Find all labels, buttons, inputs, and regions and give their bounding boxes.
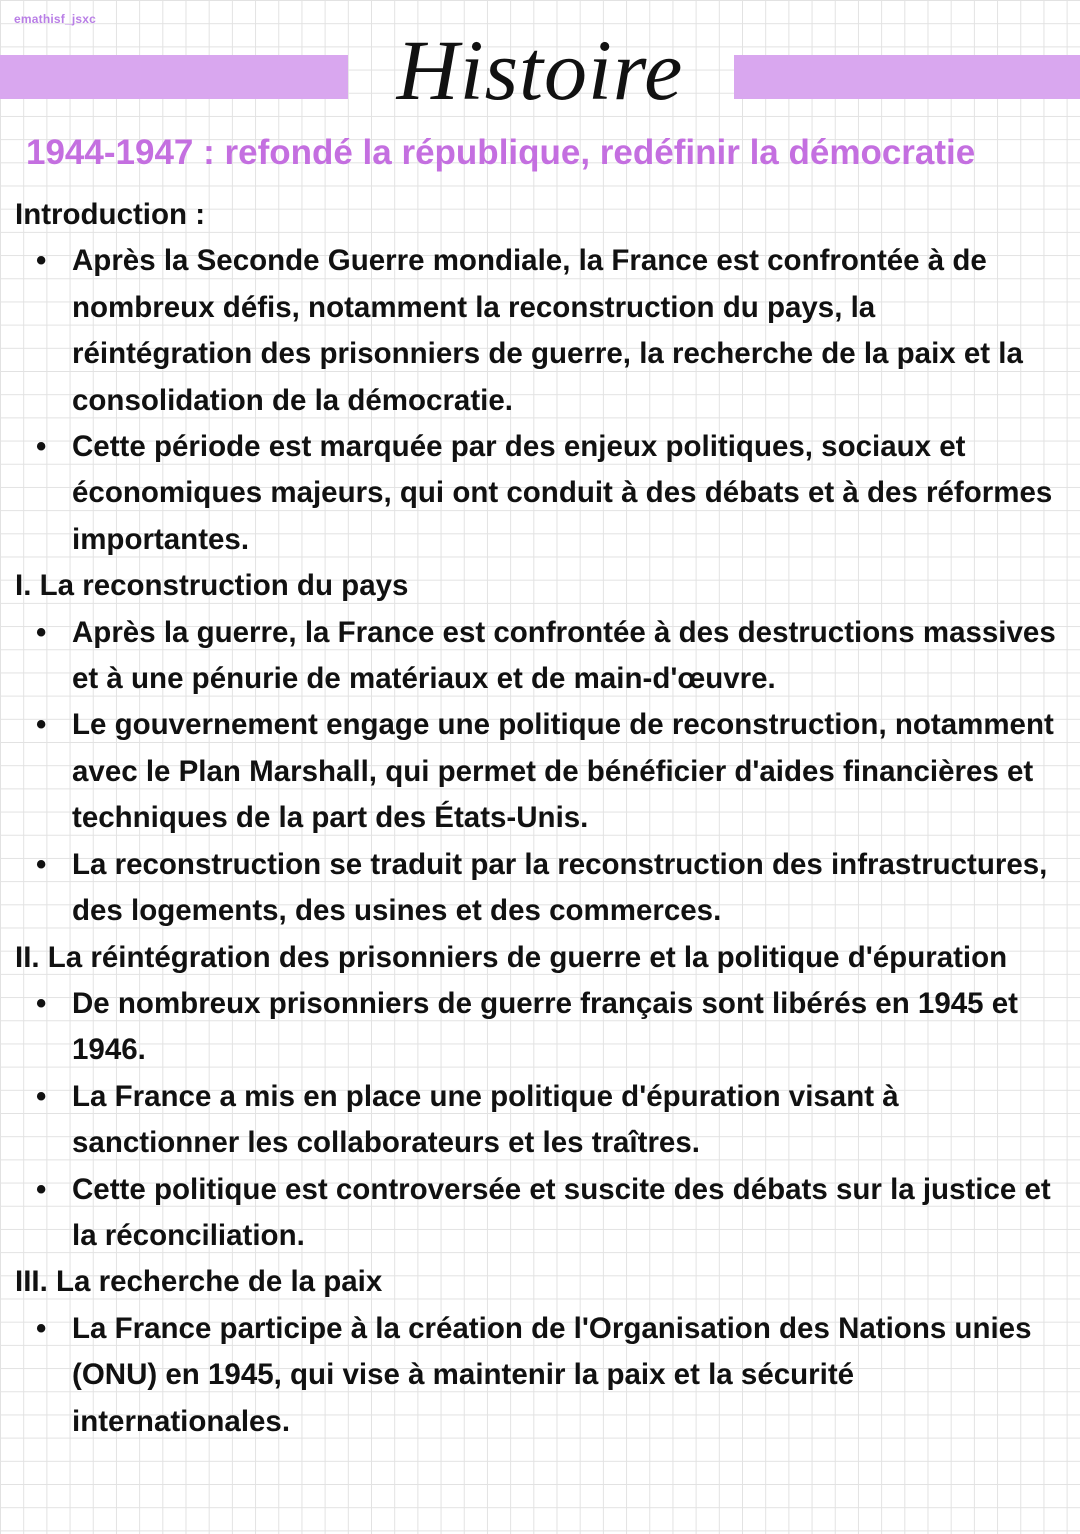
section-paix xyxy=(15,1259,1060,1445)
title-highlight-right xyxy=(734,55,1080,99)
list-item-text: La France a mis en place une politique d'épuration visant à sanctionner les collaborateurs et les traîtres. xyxy=(72,1079,899,1160)
page-subtitle: 1944-1947 : refondé la république, redéfinir la démocratie xyxy=(26,133,976,172)
bullet-icon: • xyxy=(36,847,47,881)
section-introduction xyxy=(15,192,1060,563)
section-heading: III. La recherche de la paix xyxy=(15,1265,383,1299)
bullet-icon: • xyxy=(36,708,47,742)
bullet-list xyxy=(15,610,1060,935)
bullet-icon: • xyxy=(36,1311,47,1345)
list-item xyxy=(15,842,1060,935)
bullet-icon: • xyxy=(36,1172,47,1206)
list-item-text: Cette politique est controversée et suscite des débats sur la justice et la réconciliation. xyxy=(72,1172,1051,1252)
list-item-text: De nombreux prisonniers de guerre français sont libérés en 1945 et 1946. xyxy=(72,986,1018,1067)
author-watermark: emathisf_jsxc xyxy=(14,12,96,26)
list-item xyxy=(15,238,1060,424)
section-heading: II. La réintégration des prisonniers de guerre et la politique d'épuration xyxy=(15,940,1008,974)
list-item xyxy=(15,1074,1060,1167)
list-item xyxy=(15,702,1060,841)
bullet-icon: • xyxy=(36,615,47,649)
bullet-list xyxy=(15,981,1060,1259)
section-reintegration xyxy=(15,935,1060,1260)
section-heading: I. La reconstruction du pays xyxy=(15,569,409,603)
bullet-icon: • xyxy=(36,430,47,464)
list-item-text: Cette période est marquée par des enjeux politiques, sociaux et économiques majeurs, qui ont conduit à des débats et à des réformes importantes. xyxy=(72,430,1053,556)
list-item xyxy=(15,1306,1060,1445)
list-item xyxy=(15,1167,1060,1260)
bullet-icon: • xyxy=(36,986,47,1020)
bullet-list xyxy=(15,1306,1060,1445)
section-reconstruction xyxy=(15,563,1060,934)
title-highlight-left xyxy=(0,55,348,99)
bullet-icon: • xyxy=(36,1079,47,1113)
page-title: Histoire xyxy=(396,22,684,118)
list-item-text: Le gouvernement engage une politique de reconstruction, notamment avec le Plan Marshall, qui permet de bénéficier d'aides financières et techniques de la part des États-Unis. xyxy=(72,708,1054,835)
list-item xyxy=(15,981,1060,1074)
bullet-icon: • xyxy=(36,244,47,278)
list-item-text: Après la Seconde Guerre mondiale, la France est confrontée à de nombreux défis, notamment la reconstruction du pays, la réintégration des prisonniers de guerre, la recherche de la paix et la consolidation de la démocratie. xyxy=(72,244,1023,417)
list-item-text: La France participe à la création de l'Organisation des Nations unies (ONU) en 1945, qui vise à maintenir la paix et la sécurité internationales. xyxy=(72,1311,1032,1438)
list-item xyxy=(15,424,1060,563)
notes-content xyxy=(15,192,1060,1445)
list-item xyxy=(15,610,1060,703)
section-heading: Introduction : xyxy=(15,198,206,231)
list-item-text: Après la guerre, la France est confrontée à des destructions massives et à une pénurie de matériaux et de main-d'œuvre. xyxy=(72,615,1056,696)
bullet-list xyxy=(15,238,1060,563)
list-item-text: La reconstruction se traduit par la reconstruction des infrastructures, des logements, des usines et des commerces. xyxy=(72,847,1048,928)
